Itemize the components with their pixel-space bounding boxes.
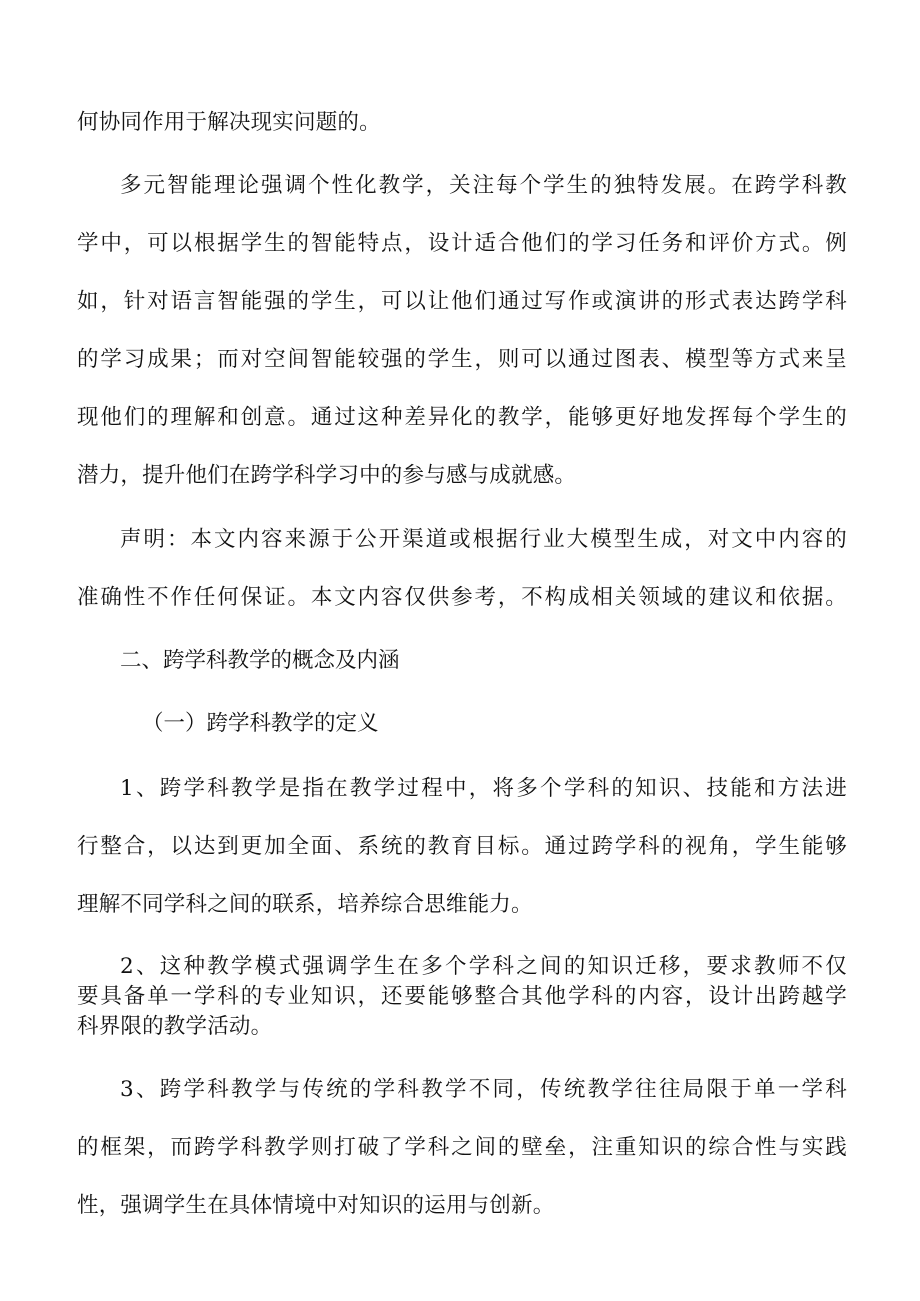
list-item-line: 要具备单一学科的专业知识，还要能够整合其他学科的内容，设计出跨越学 (77, 984, 847, 1009)
paragraph-line: 的学习成果；而对空间智能较强的学生，则可以通过图表、模型等方式来呈 (77, 347, 847, 372)
subsection-heading: （一）跨学科教学的定义 (142, 711, 379, 736)
list-item-line: 行整合，以达到更加全面、系统的教育目标。通过跨学科的视角，学生能够 (77, 834, 847, 859)
list-item-line: 2、这种教学模式强调学生在多个学科之间的知识迁移，要求教师不仅 (120, 954, 847, 979)
list-item-line: 1、跨学科教学是指在教学过程中，将多个学科的知识、技能和方法进 (120, 776, 847, 801)
paragraph-line: 如，针对语言智能强的学生，可以让他们通过写作或演讲的形式表达跨学科 (77, 289, 847, 314)
disclaimer-line: 准确性不作任何保证。本文内容仅供参考，不构成相关领域的建议和依据。 (77, 585, 847, 610)
list-item-line: 理解不同学科之间的联系，培养综合思维能力。 (77, 892, 533, 917)
paragraph-line: 潜力，提升他们在跨学科学习中的参与感与成就感。 (77, 463, 577, 488)
list-item-line: 的框架，而跨学科教学则打破了学科之间的壁垒，注重知识的综合性与实践 (77, 1135, 847, 1160)
list-item-line: 科界限的教学活动。 (77, 1014, 273, 1039)
paragraph-continuation-line: 何协同作用于解决现实问题的。 (77, 110, 381, 135)
list-item-line: 3、跨学科教学与传统的学科教学不同，传统教学往往局限于单一学科 (120, 1077, 847, 1102)
paragraph-line: 学中，可以根据学生的智能特点，设计适合他们的学习任务和评价方式。例 (77, 231, 847, 256)
paragraph-line: 多元智能理论强调个性化教学，关注每个学生的独特发展。在跨学科教 (120, 173, 847, 198)
disclaimer-line: 声明：本文内容来源于公开渠道或根据行业大模型生成，对文中内容的 (120, 527, 847, 552)
section-heading: 二、跨学科教学的概念及内涵 (120, 648, 400, 673)
paragraph-line: 现他们的理解和创意。通过这种差异化的教学，能够更好地发挥每个学生的 (77, 405, 847, 430)
list-item-line: 性，强调学生在具体情境中对知识的运用与创新。 (77, 1193, 555, 1218)
